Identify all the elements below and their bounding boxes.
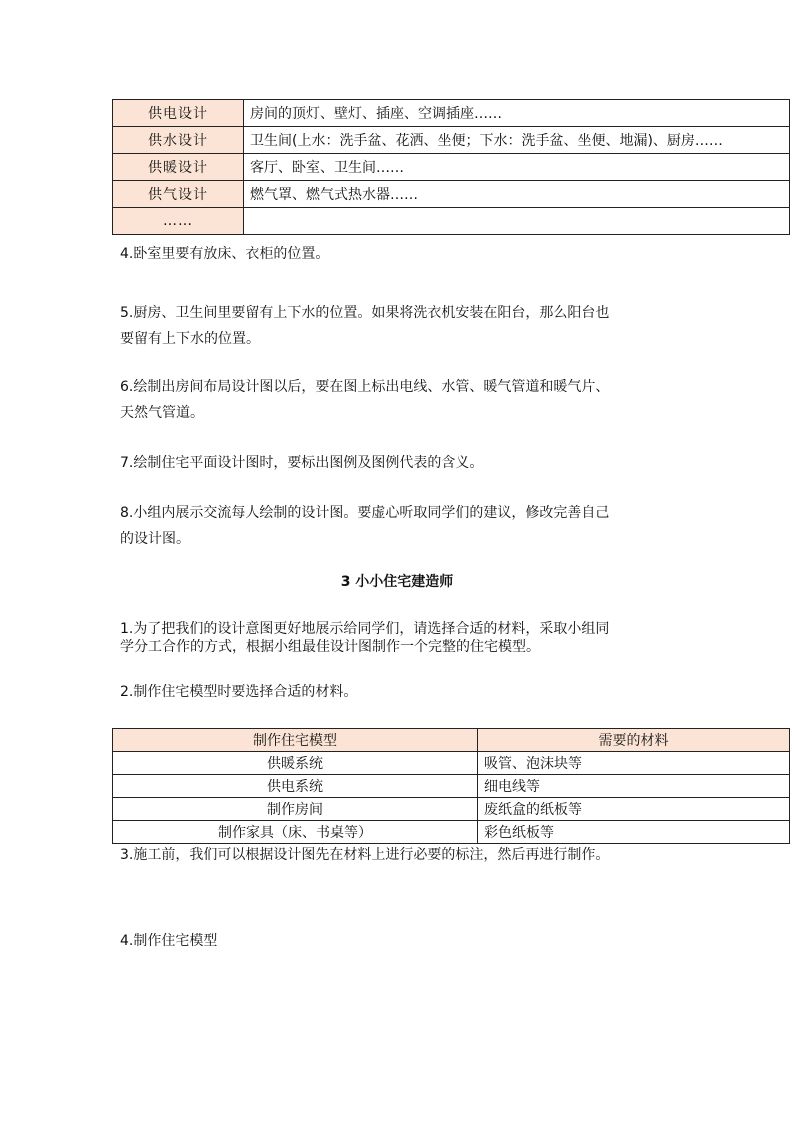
- table-row: [113, 208, 790, 235]
- table-row: [113, 181, 790, 208]
- row-label: 供水设计: [113, 127, 244, 154]
- table-cell: 废纸盒的纸板等: [478, 798, 790, 821]
- table-row: [113, 821, 790, 844]
- table-cell: 吸管、泡沫块等: [478, 752, 790, 775]
- table-row: [113, 752, 790, 775]
- row-content: 燃气罩、燃气式热水器……: [244, 181, 790, 208]
- row-content: 客厅、卧室、卫生间……: [244, 154, 790, 181]
- paragraph-6-line-1: 6.绘制出房间布局设计图以后，要在图上标出电线、水管、暖气管道和暖气片、: [120, 379, 610, 395]
- section-item-1-line-1: 1.为了把我们的设计意图更好地展示给同学们，请选择合适的材料，采取小组同: [120, 621, 610, 637]
- table-row: [113, 100, 790, 127]
- paragraph-5-line-2: 要留有上下水的位置。: [120, 331, 260, 347]
- column-header: 制作住宅模型: [113, 729, 478, 752]
- table-row: [113, 798, 790, 821]
- row-content: 房间的顶灯、壁灯、插座、空调插座……: [244, 100, 790, 127]
- table-row: [113, 127, 790, 154]
- table-cell: 彩色纸板等: [478, 821, 790, 844]
- paragraph-7: 7.绘制住宅平面设计图时，要标出图例及图例代表的含义。: [120, 455, 484, 471]
- row-label: 供电设计: [113, 100, 244, 127]
- table-cell: 供电系统: [113, 775, 478, 798]
- section-item-3: 3.施工前，我们可以根据设计图先在材料上进行必要的标注，然后再进行制作。: [120, 847, 610, 863]
- section-item-1-line-2: 学分工合作的方式，根据小组最佳设计图制作一个完整的住宅模型。: [120, 639, 540, 655]
- table-cell: 制作房间: [113, 798, 478, 821]
- section-item-2: 2.制作住宅模型时要选择合适的材料。: [120, 684, 358, 700]
- row-label: 供暖设计: [113, 154, 244, 181]
- table-row: [113, 775, 790, 798]
- paragraph-8-line-1: 8.小组内展示交流每人绘制的设计图。要虚心听取同学们的建议，修改完善自己: [120, 505, 610, 521]
- paragraph-8-line-2: 的设计图。: [120, 531, 190, 547]
- table-row: [113, 154, 790, 181]
- design-table: [112, 99, 790, 235]
- column-header: 需要的材料: [478, 729, 790, 752]
- paragraph-6-line-2: 天然气管道。: [120, 405, 204, 421]
- materials-table: [112, 728, 790, 844]
- section-item-4: 4.制作住宅模型: [120, 933, 218, 949]
- row-content: 卫生间(上水：洗手盆、花洒、坐便；下水：洗手盆、坐便、地漏)、厨房……: [244, 127, 790, 154]
- table-cell: 供暖系统: [113, 752, 478, 775]
- section-title: 3 小小住宅建造师: [340, 574, 454, 590]
- table-header-row: [113, 729, 790, 752]
- row-content: [244, 208, 790, 235]
- row-label: 供气设计: [113, 181, 244, 208]
- table-cell: 细电线等: [478, 775, 790, 798]
- row-label: ……: [113, 208, 244, 235]
- paragraph-5-line-1: 5.厨房、卫生间里要留有上下水的位置。如果将洗衣机安装在阳台，那么阳台也: [120, 305, 610, 321]
- paragraph-4: 4.卧室里要有放床、衣柜的位置。: [120, 246, 330, 262]
- table-cell: 制作家具（床、书桌等）: [113, 821, 478, 844]
